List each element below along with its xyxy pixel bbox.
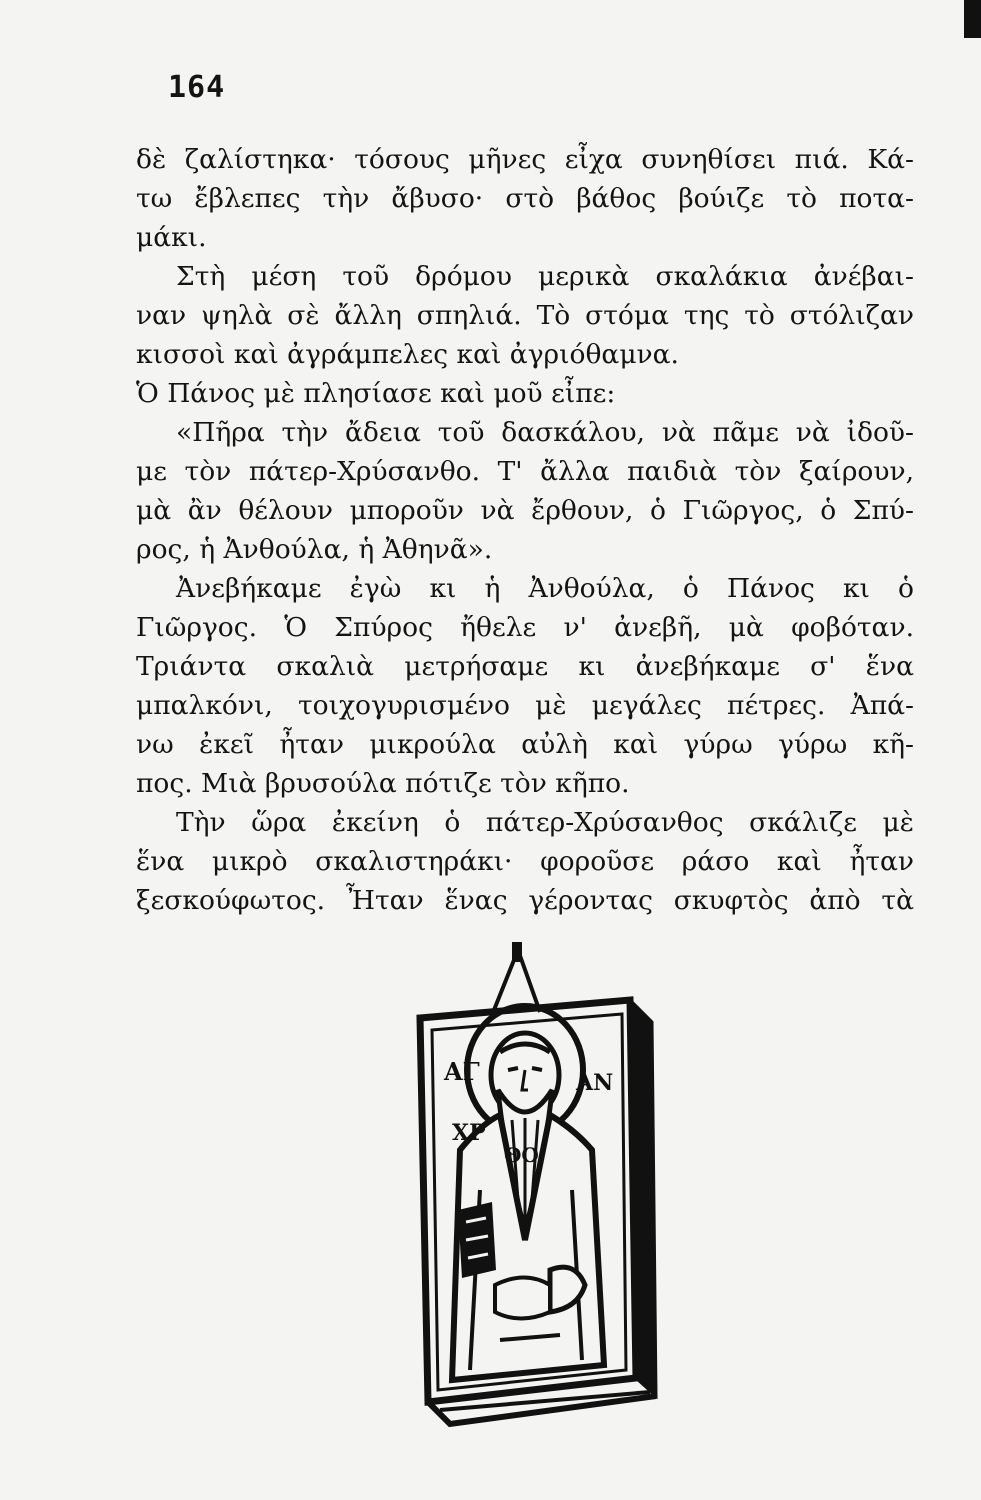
text-line: Ὁ Πάνος μὲ πλησίασε καὶ μοῦ εἶπε: (136, 378, 616, 409)
text-line: με τὸν πάτερ-Χρύσανθο. Τ' ἄλλα παιδιὰ τὸν ξαίρουν, (136, 456, 914, 487)
text-line: κισσοὶ καὶ ἀγράμπελες καὶ ἀγριόθαμνα. (136, 339, 679, 370)
text-line: Τριάντα σκαλιὰ μετρήσαμε κι ἀνεβήκαμε σ' ἕνα (136, 651, 914, 682)
text-line: πος. Μιὰ βρυσούλα πότιζε τὸν κῆπο. (136, 768, 630, 799)
icon-inscription-left-lower: ΧΡ (452, 1120, 486, 1146)
text-line: μὰ ἂν θέλουν μποροῦν νὰ ἔρθουν, ὁ Γιῶργος, ὁ Σπύ- (136, 495, 914, 526)
text-line: ναν ψηλὰ σὲ ἄλλη σπηλιά. Τὸ στόμα της τὸ στόλιζαν (136, 300, 914, 331)
text-line: Ἀνεβήκαμε ἐγὼ κι ἡ Ἀνθούλα, ὁ Πάνος κι ὁ (176, 573, 914, 604)
icon-inscription-right: ΑΝ (576, 1070, 614, 1096)
text-line: Τὴν ὥρα ἐκείνη ὁ πάτερ-Χρύσανθος σκάλιζε μὲ (176, 807, 914, 838)
saint-icon-illustration (400, 940, 660, 1440)
text-line: ξεσκούφωτος. Ἦταν ἕνας γέροντας σκυφτὸς ἀπὸ τὰ (136, 885, 914, 916)
text-line: ρος, ἡ Ἀνθούλα, ἡ Ἀθηνᾶ». (136, 534, 493, 565)
text-line: μάκι. (136, 222, 207, 253)
text-line: νω ἐκεῖ ἦταν μικρούλα αὐλὴ καὶ γύρω γύρω κῆ- (136, 729, 914, 760)
text-line: Στὴ μέση τοῦ δρόμου μερικὰ σκαλάκια ἀνέβαι- (176, 261, 914, 292)
text-line: Γιῶργος. Ὁ Σπύρος ἤθελε ν' ἀνεβῆ, μὰ φοβόταν. (136, 612, 914, 643)
text-line: μπαλκόνι, τοιχογυρισμένο μὲ μεγάλες πέτρες. Ἀπά- (136, 690, 914, 721)
text-line: δὲ ζαλίστηκα· τόσους μῆνες εἶχα συνηθίσει πιά. Κά- (136, 144, 914, 175)
icon-inscription-left: ΑΓ (444, 1057, 480, 1086)
icon-inscription-bottom: ΘΟ (504, 1143, 539, 1167)
page-number: 164 (168, 70, 226, 105)
body-text (136, 140, 914, 920)
page-edge-mark (964, 0, 981, 38)
text-line: «Πῆρα τὴν ἄδεια τοῦ δασκάλου, νὰ πᾶμε νὰ ἰδοῦ- (176, 417, 914, 448)
text-line: τω ἔβλεπες τὴν ἄβυσο· στὸ βάθος βούιζε τὸ ποτα- (136, 183, 914, 214)
text-line: ἕνα μικρὸ σκαλιστηράκι· φοροῦσε ράσο καὶ ἦταν (136, 846, 914, 877)
